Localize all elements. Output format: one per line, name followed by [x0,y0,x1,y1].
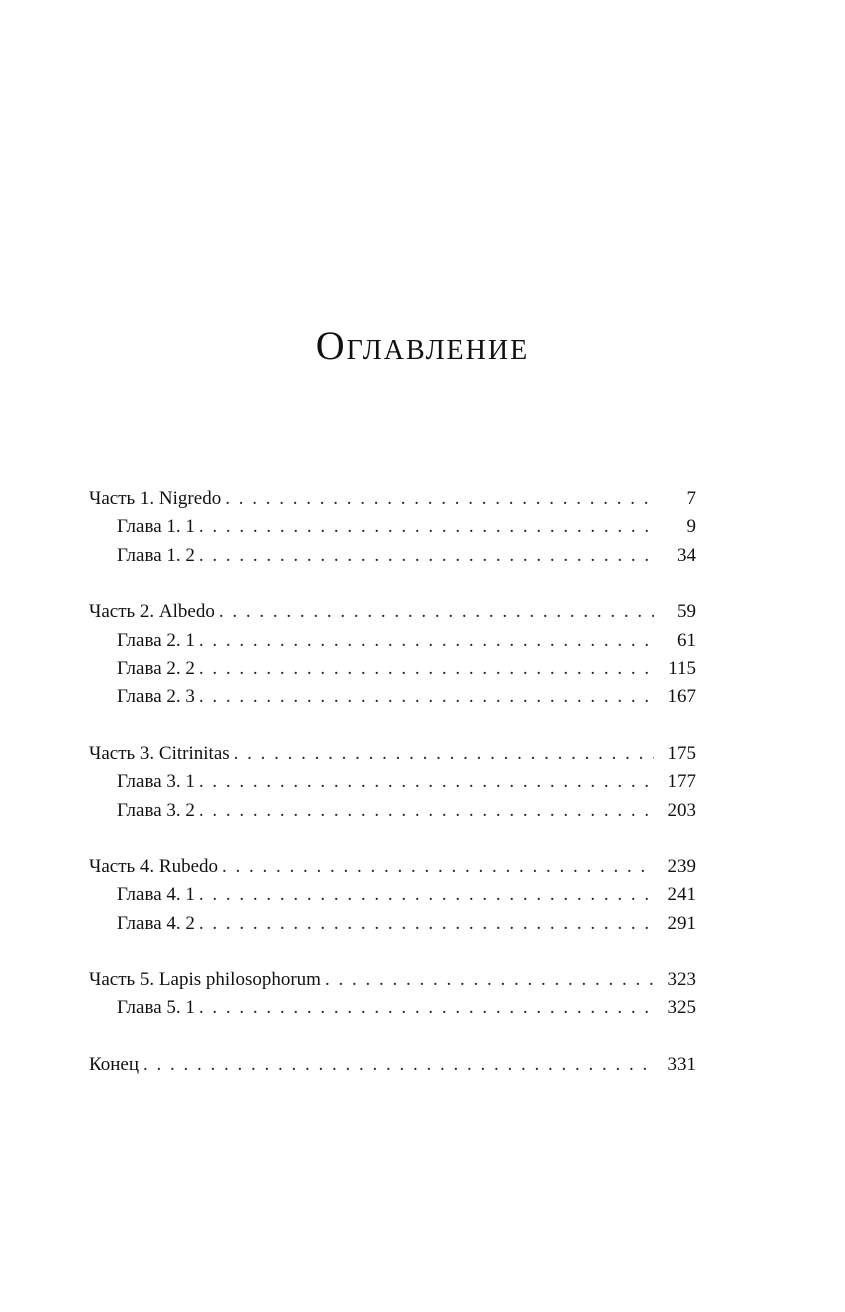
dot-leader [225,485,654,513]
toc-group-part-1 [89,485,696,570]
toc-entry-end[interactable] [89,1051,696,1079]
toc-entry-page: 239 [667,855,696,877]
toc-entry-label: Глава 5. 1 [117,997,195,1019]
toc-entry-page: 167 [667,686,696,708]
toc-entry-label: Конец [89,1053,139,1075]
toc-entry-chapter-5-1[interactable] [89,994,696,1022]
toc-entry-page: 59 [677,601,696,623]
toc-entry-label: Глава 1. 2 [117,544,195,566]
dot-leader [199,513,654,541]
toc-group-part-4 [89,853,696,938]
table-of-contents [89,485,696,1107]
toc-entry-page: 203 [667,799,696,821]
dot-leader [199,881,654,909]
dot-leader [219,598,654,626]
dot-leader [199,683,654,711]
toc-group-part-2 [89,598,696,712]
toc-entry-page: 9 [686,516,696,538]
toc-entry-page: 325 [667,997,696,1019]
toc-entry-part-3[interactable] [89,740,696,768]
toc-entry-label: Глава 4. 1 [117,884,195,906]
toc-entry-page: 34 [677,544,696,566]
toc-entry-label: Часть 3. Citrinitas [89,742,230,764]
toc-group-part-5 [89,966,696,1023]
toc-entry-chapter-4-2[interactable] [89,910,696,938]
toc-entry-chapter-1-2[interactable] [89,542,696,570]
toc-entry-page: 61 [677,629,696,651]
toc-entry-chapter-2-3[interactable] [89,683,696,711]
dot-leader [234,740,654,768]
dot-leader [199,768,654,796]
toc-group-part-3 [89,740,696,825]
toc-entry-label: Глава 1. 1 [117,516,195,538]
toc-entry-label: Часть 1. Nigredo [89,488,222,509]
toc-entry-page: 175 [667,742,696,764]
dot-leader [199,542,654,570]
toc-entry-label: Глава 3. 2 [117,799,195,821]
toc-entry-chapter-1-1[interactable] [89,513,696,541]
toc-entry-page: 115 [668,657,696,679]
toc-entry-page: 241 [667,884,696,906]
toc-entry-label: Глава 2. 3 [117,686,195,708]
toc-entry-chapter-4-1[interactable] [89,881,696,909]
toc-entry-chapter-2-2[interactable] [89,655,696,683]
toc-entry-label: Глава 2. 2 [117,657,195,679]
toc-group-end [89,1051,696,1079]
dot-leader [325,966,654,994]
toc-entry-part-5[interactable] [89,966,696,994]
toc-entry-page: 7 [686,488,696,509]
toc-entry-chapter-3-1[interactable] [89,768,696,796]
toc-entry-label: Глава 4. 2 [117,912,195,934]
toc-entry-label: Часть 5. Lapis philosophorum [89,969,321,991]
toc-entry-part-4[interactable] [89,853,696,881]
toc-entry-label: Часть 2. Albedo [89,601,215,623]
toc-entry-page: 177 [667,771,696,793]
toc-entry-page: 331 [667,1053,696,1075]
toc-entry-chapter-2-1[interactable] [89,627,696,655]
dot-leader [199,994,654,1022]
toc-entry-part-1[interactable] [89,485,696,513]
toc-entry-label: Глава 2. 1 [117,629,195,651]
dot-leader [199,797,654,825]
toc-entry-chapter-3-2[interactable] [89,797,696,825]
dot-leader [143,1051,654,1079]
dot-leader [199,910,654,938]
dot-leader [199,655,654,683]
toc-entry-page: 323 [667,969,696,991]
dot-leader [199,627,654,655]
toc-entry-label: Часть 4. Rubedo [89,855,219,877]
toc-entry-label: Глава 3. 1 [117,771,195,793]
toc-entry-part-2[interactable] [89,598,696,626]
toc-entry-page: 291 [667,912,696,934]
page-title: Оглавление [315,323,530,368]
dot-leader [222,853,654,881]
